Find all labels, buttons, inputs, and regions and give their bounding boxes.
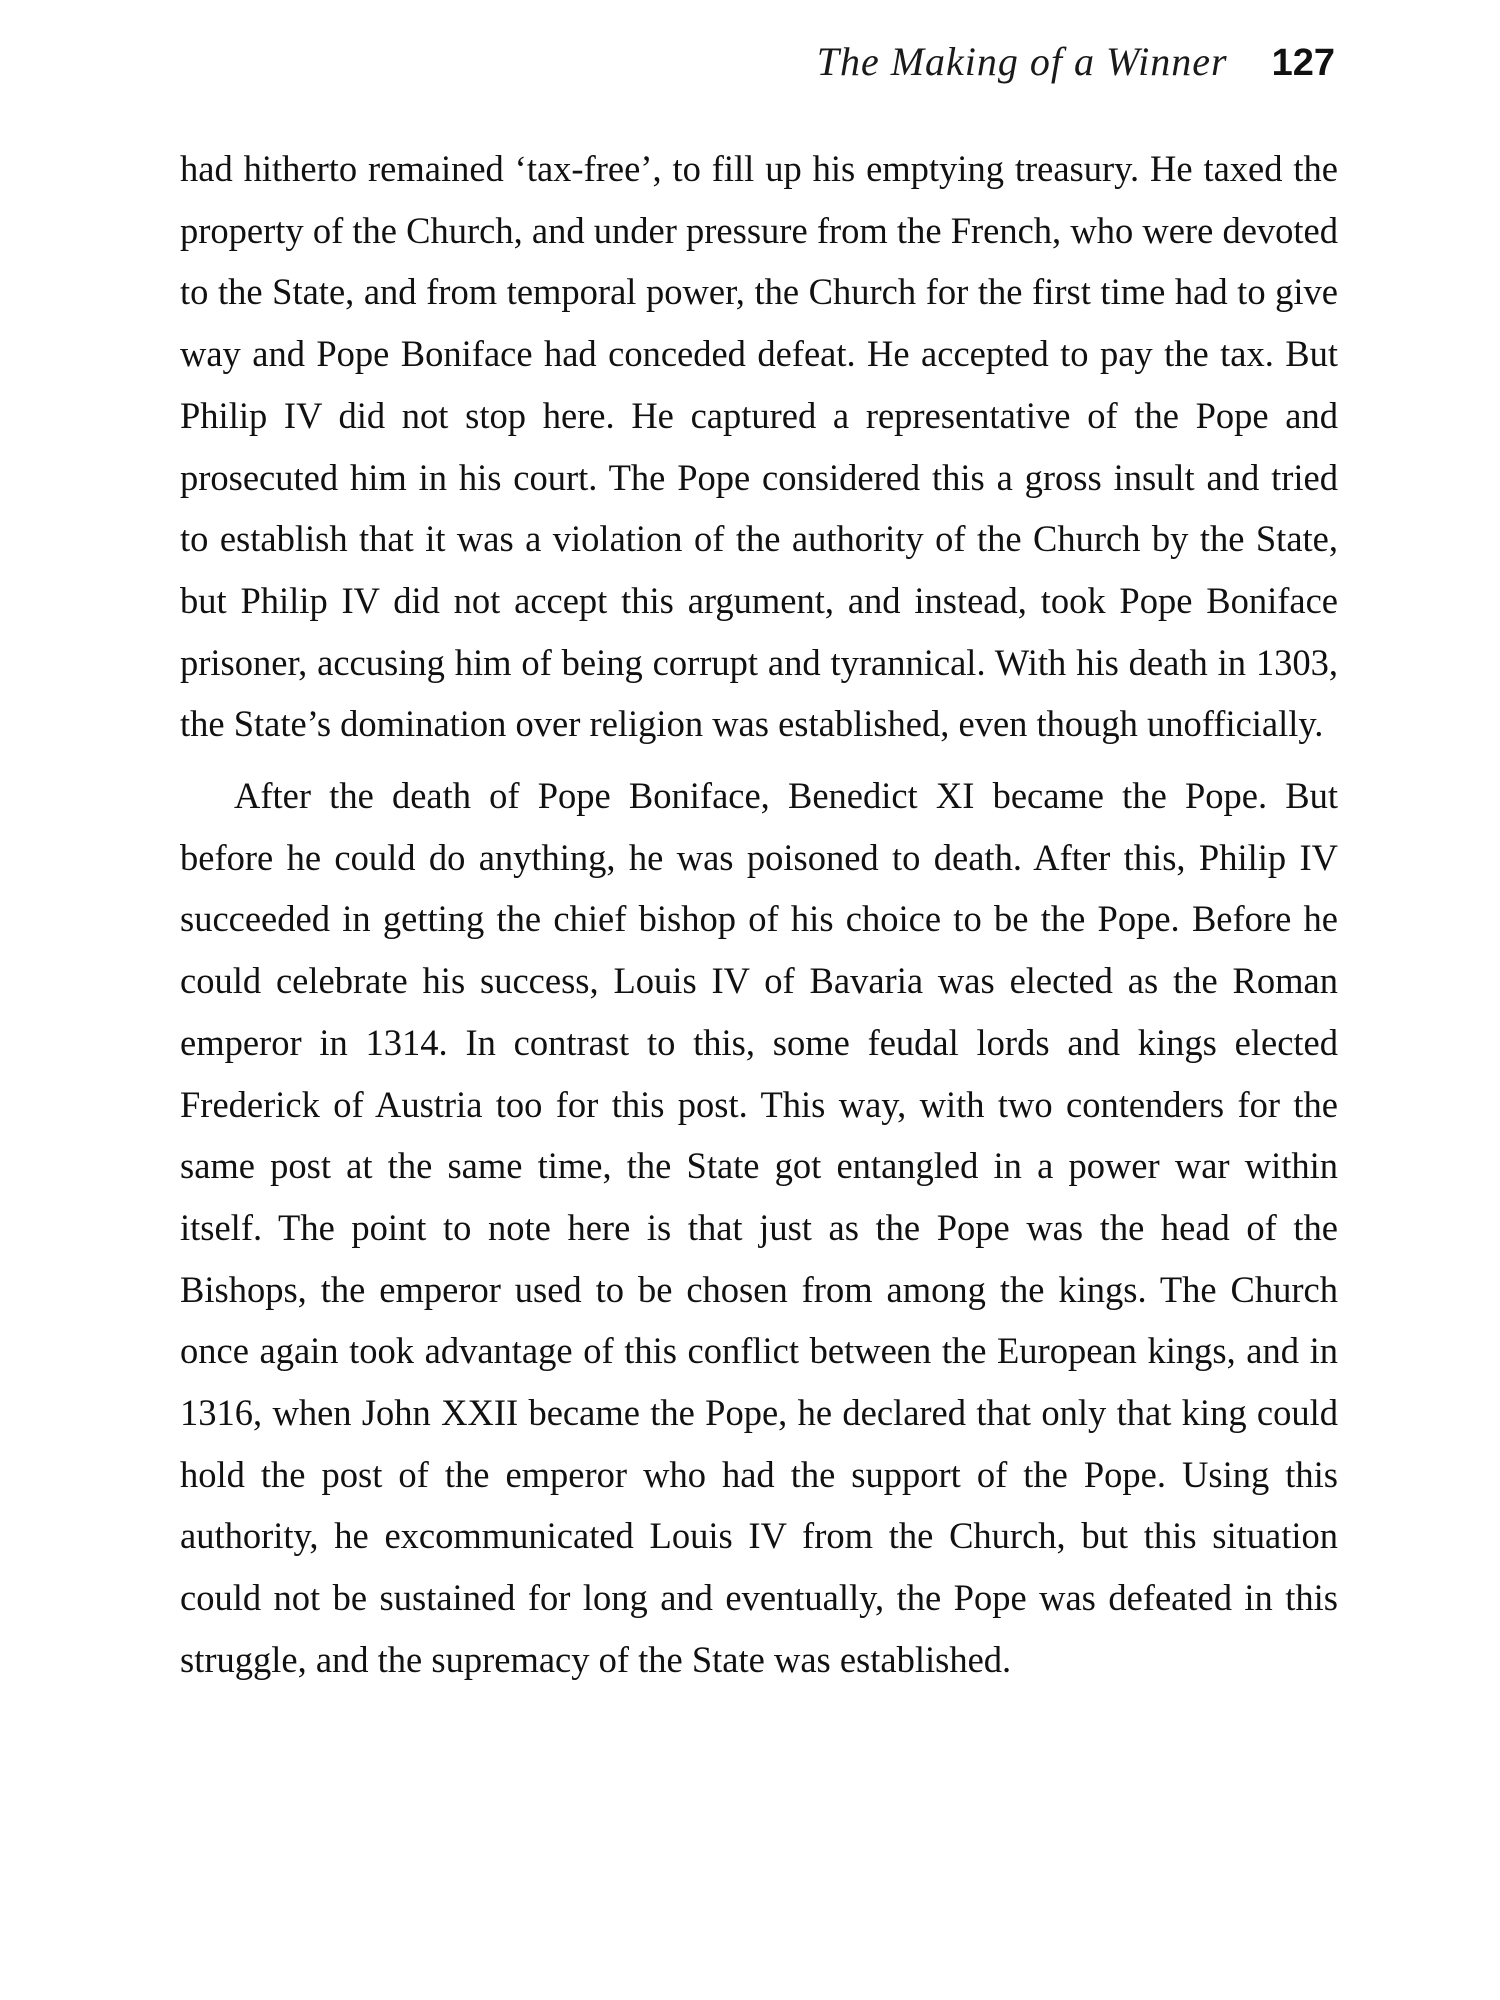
page-number: 127 xyxy=(1271,42,1335,84)
paragraph-continued: had hitherto remained ‘tax-free’, to fill up his emptying treasury. He taxed the property of the Church, and under pressure from the French, who were devoted to the State, and from temporal power, the Church for the first time had to give way and Pope Boniface had conceded defeat. He accepted to pay the tax. But Philip IV did not stop here. He captured a representative of the Pope and prosecuted him in his court. The Pope considered this a gross insult and tried to establish that it was a violation of the authority of the Church by the State, but Philip IV did not accept this argument, and instead, took Pope Boniface prisoner, accusing him of being corrupt and tyrannical. With his death in 1303, the State’s domination over religion was established, even though unofficially. xyxy=(180,148,1338,745)
body-text xyxy=(180,138,1338,1691)
running-header xyxy=(817,38,1335,85)
running-title: The Making of a Winner xyxy=(816,39,1228,84)
paragraph: After the death of Pope Boniface, Benedict XI became the Pope. But before he could do anything, he was poisoned to death. After this, Philip IV succeeded in getting the chief bishop of his choice to be the Pope. Before he could celebrate his success, Louis IV of Bavaria was elected as the Roman emperor in 1314. In contrast to this, some feudal lords and kings elected Frederick of Austria too for this post. This way, with two contenders for the same post at the same time, the State got entangled in a power war within itself. The point to note here is that just as the Pope was the head of the Bishops, the emperor used to be chosen from among the kings. The Church once again took advantage of this conflict between the European kings, and in 1316, when John XXII became the Pope, he declared that only that king could hold the post of the emperor who had the support of the Pope. Using this authority, he excommunicated Louis IV from the Church, but this situation could not be sustained for long and eventually, the Pope was defeated in this struggle, and the supremacy of the State was established. xyxy=(180,775,1338,1680)
